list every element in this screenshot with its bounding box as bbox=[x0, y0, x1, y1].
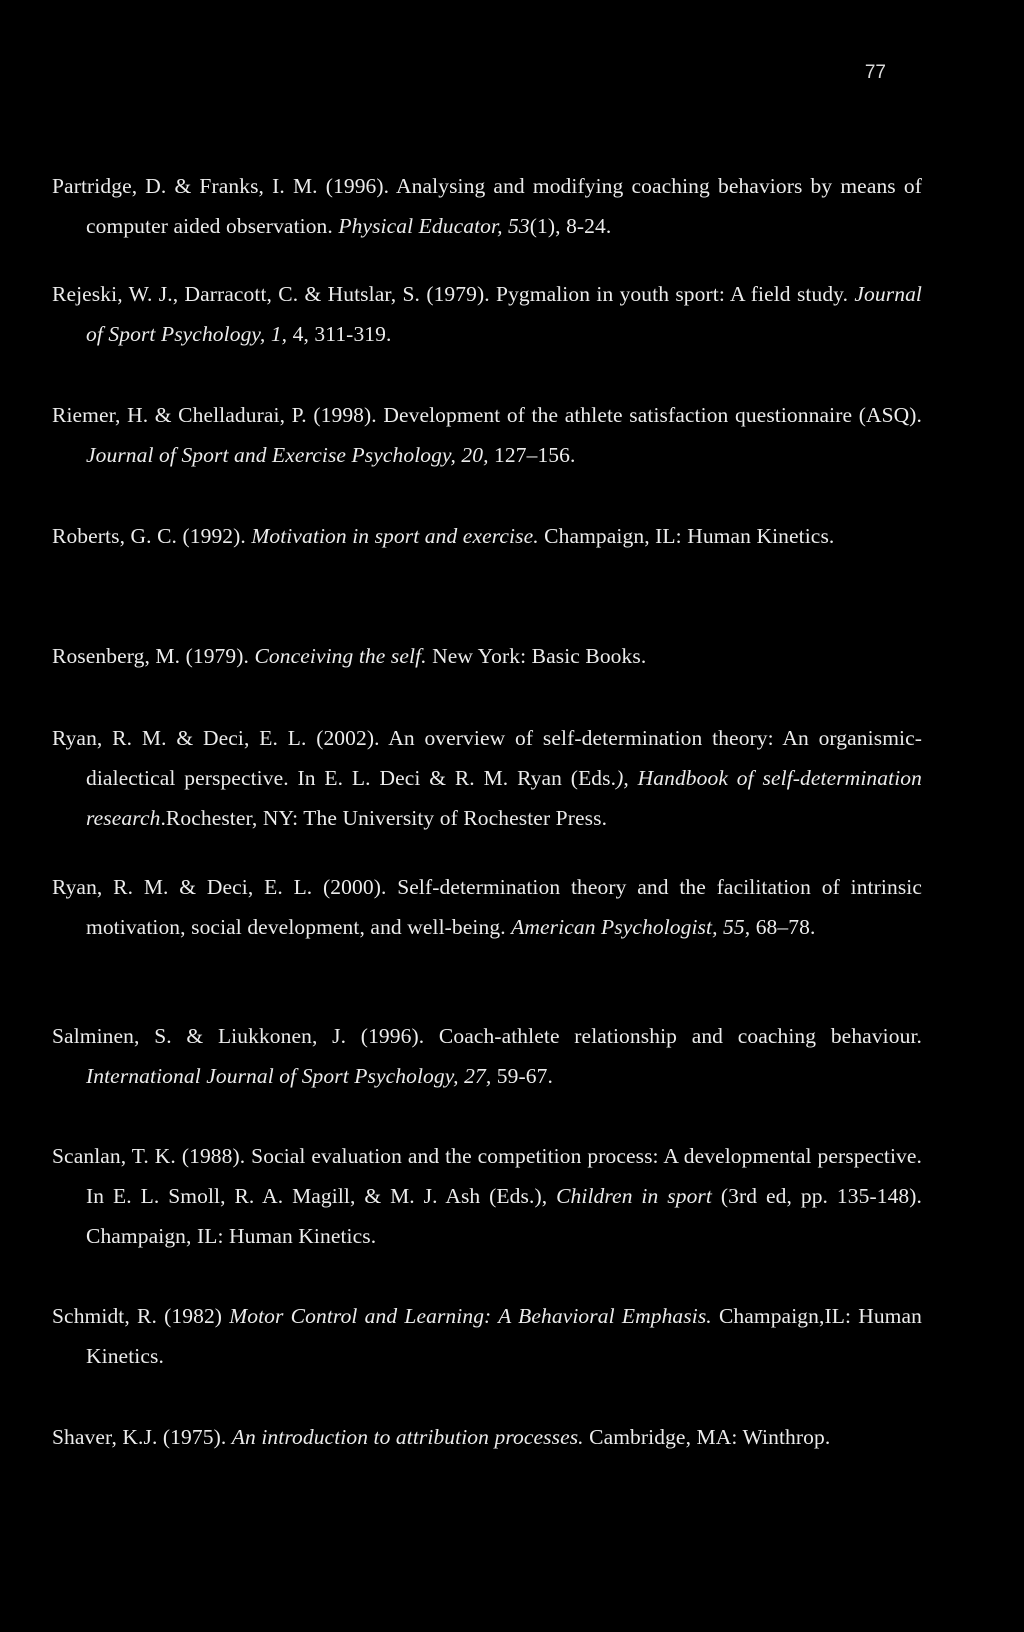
reference-text: Ryan, R. M. & Deci, E. L. (2002). An overview of self-determination theory: An organismic-dialectical perspective. In E. L. Deci & R. M. Ryan (Eds. bbox=[52, 726, 922, 790]
reference-source-italic: Motivation in sport and exercise. bbox=[251, 524, 539, 548]
reference-text: Riemer, H. & Chelladurai, P. (1998). Development of the athlete satisfaction questionnaire (ASQ). bbox=[52, 403, 922, 427]
page-number: 77 bbox=[864, 62, 886, 83]
reference-text: Schmidt, R. (1982) bbox=[52, 1304, 230, 1328]
reference-entry bbox=[52, 1016, 922, 1096]
reference-entry bbox=[52, 274, 922, 354]
reference-source-italic: Motor Control and Learning: A Behavioral Emphasis. bbox=[229, 1304, 712, 1328]
reference-source-italic: Journal of Sport and Exercise Psychology, 20, bbox=[86, 443, 489, 467]
reference-text: Partridge, D. & Franks, I. M. (1996). Analysing and modifying coaching behaviors by means of computer aided observation. bbox=[52, 174, 922, 238]
reference-text: 127–156. bbox=[488, 443, 576, 467]
reference-text: .Rochester, NY: The University of Rochester Press. bbox=[160, 806, 608, 830]
reference-source-italic: Journal of Sport Psychology, 1, bbox=[86, 282, 922, 346]
reference-text: Scanlan, T. K. (1988). Social evaluation and the competition process: A developmental perspective. In E. L. Smoll, R. A. Magill, & M. J. Ash (Eds.), bbox=[52, 1144, 922, 1208]
reference-text: (1), 8-24. bbox=[529, 214, 612, 238]
reference-source-italic: ), Handbook of self-determination research bbox=[86, 766, 922, 830]
reference-entry bbox=[52, 867, 922, 947]
reference-entry bbox=[52, 166, 922, 246]
reference-text: Salminen, S. & Liukkonen, J. (1996). Coach-athlete relationship and coaching behaviour. bbox=[52, 1024, 922, 1048]
reference-text: Champaign,IL: Human Kinetics. bbox=[86, 1304, 922, 1368]
reference-text: 68–78. bbox=[750, 915, 816, 939]
reference-source-italic: Conceiving the self. bbox=[254, 644, 427, 668]
reference-text: Roberts, G. C. (1992). bbox=[52, 524, 252, 548]
reference-source-italic: American Psychologist, 55, bbox=[511, 915, 751, 939]
reference-entry bbox=[52, 636, 922, 676]
reference-text: 59-67. bbox=[491, 1064, 553, 1088]
reference-text: Cambridge, MA: Winthrop. bbox=[583, 1425, 831, 1449]
reference-source-italic: An introduction to attribution processes. bbox=[231, 1425, 584, 1449]
reference-entry bbox=[52, 1136, 922, 1256]
reference-text: Shaver, K.J. (1975). bbox=[52, 1425, 232, 1449]
reference-source-italic: International Journal of Sport Psychology, 27, bbox=[86, 1064, 492, 1088]
reference-entry bbox=[52, 1417, 922, 1457]
reference-text: New York: Basic Books. bbox=[426, 644, 647, 668]
reference-entry bbox=[52, 718, 922, 838]
reference-entry bbox=[52, 1296, 922, 1376]
reference-text: Ryan, R. M. & Deci, E. L. (2000). Self-determination theory and the facilitation of intrinsic motivation, social development, and well-being. bbox=[52, 875, 922, 939]
reference-text: 4, 311-319. bbox=[287, 322, 392, 346]
reference-text: Rejeski, W. J., Darracott, C. & Hutslar, S. (1979). Pygmalion in youth sport: A field study. bbox=[52, 282, 855, 306]
reference-entry bbox=[52, 395, 922, 475]
reference-entry bbox=[52, 516, 922, 556]
reference-text: Rosenberg, M. (1979). bbox=[52, 644, 255, 668]
reference-source-italic: Physical Educator, 53 bbox=[338, 214, 530, 238]
reference-source-italic: Children in sport bbox=[556, 1184, 712, 1208]
reference-text: Champaign, IL: Human Kinetics. bbox=[538, 524, 835, 548]
reference-text: (3rd ed, pp. 135-148). Champaign, IL: Human Kinetics. bbox=[86, 1184, 923, 1248]
